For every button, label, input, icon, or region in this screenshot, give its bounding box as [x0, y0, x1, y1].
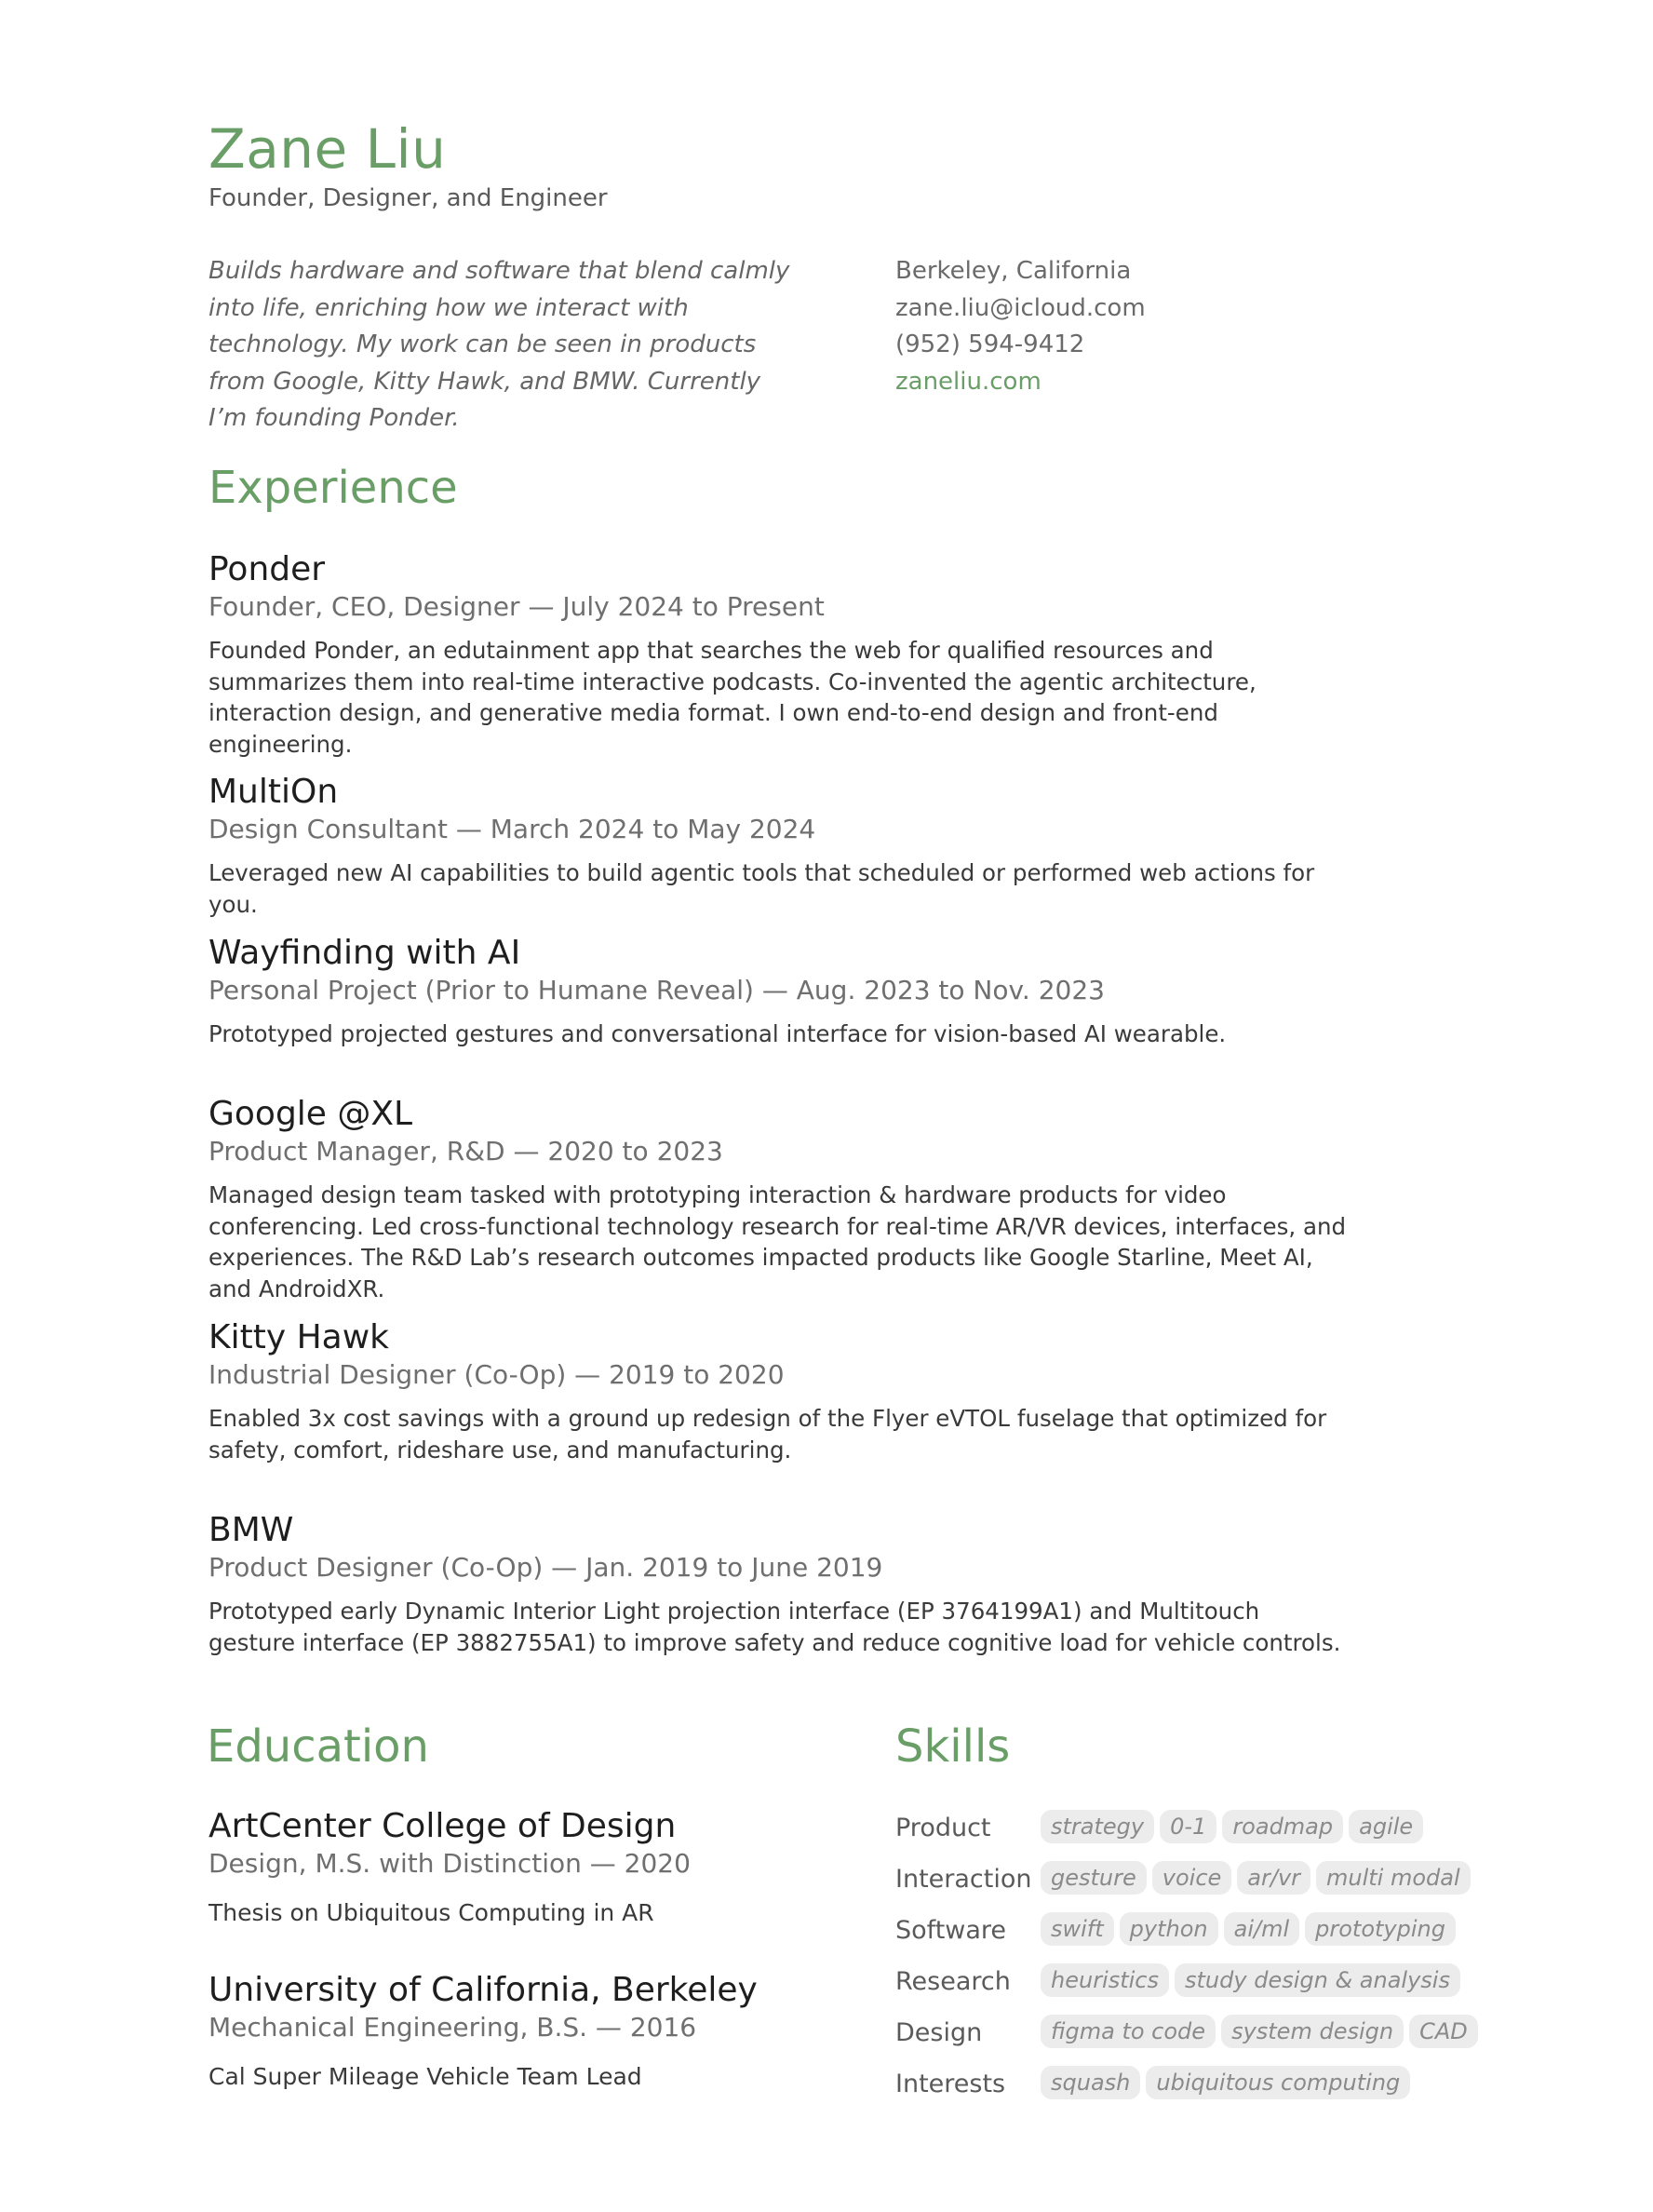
tagline: Founder, Designer, and Engineer — [208, 184, 608, 212]
skill-category: Research — [895, 1967, 1011, 1996]
skill-tag: figma to code — [1041, 2015, 1216, 2048]
skill-category: Design — [895, 2018, 983, 2047]
skill-tag: ai/ml — [1224, 1912, 1300, 1946]
skill-tag: CAD — [1409, 2015, 1478, 2048]
experience-desc: Prototyped early Dynamic Interior Light projection interface (EP 3764199A1) and Multitouch gesture interface (EP 3882755A1) to improve safety and reduce cognitive load for vehicle controls. — [208, 1598, 1341, 1656]
experience-role: Product Manager, R&D — 2020 to 2023 — [208, 1136, 723, 1167]
contact-info — [895, 253, 1146, 400]
skill-row — [895, 1806, 1510, 1857]
skill-tag: gesture — [1041, 1861, 1147, 1895]
skill-tag: ar/vr — [1237, 1861, 1310, 1895]
skill-category: Product — [895, 1814, 991, 1842]
education-degree: Design, M.S. with Distinction — 2020 — [208, 1848, 691, 1879]
location: Berkeley, California — [895, 257, 1132, 285]
skills-list — [895, 1806, 1510, 2113]
skill-tag: ubiquitous computing — [1146, 2066, 1410, 2099]
experience-item — [208, 549, 1353, 760]
skill-category: Interaction — [895, 1865, 1032, 1894]
skill-tag: voice — [1152, 1861, 1232, 1895]
skill-category: Software — [895, 1916, 1007, 1945]
skill-category: Interests — [895, 2070, 1006, 2098]
skill-tag: squash — [1041, 2066, 1140, 2099]
experience-org: Ponder — [208, 550, 326, 588]
education-item — [208, 1806, 879, 1929]
skill-tag: agile — [1349, 1810, 1423, 1843]
education-school: University of California, Berkeley — [208, 1971, 758, 2009]
experience-desc: Founded Ponder, an edutainment app that searches the web for qualified resources and summarizes them into real-time interactive podcasts. Co-invented the agentic architecture, interaction design, and generative media format. I own end-to-end design and front-end engineering. — [208, 637, 1257, 758]
skill-tags — [1041, 1810, 1429, 1843]
experience-item — [208, 1094, 1353, 1304]
skill-tag: multi modal — [1316, 1861, 1471, 1895]
skill-row — [895, 2011, 1510, 2062]
experience-org: Wayfinding with AI — [208, 934, 521, 972]
skill-row — [895, 1960, 1510, 2011]
skill-tags — [1041, 1861, 1476, 1895]
experience-role: Product Designer (Co-Op) — Jan. 2019 to June 2019 — [208, 1552, 883, 1583]
experience-role: Industrial Designer (Co-Op) — 2019 to 2020 — [208, 1359, 785, 1390]
skill-tags — [1041, 1963, 1466, 1997]
education-note: Cal Super Mileage Vehicle Team Lead — [208, 2063, 642, 2090]
skill-tag: system design — [1221, 2015, 1404, 2048]
experience-desc: Managed design team tasked with prototyping interaction & hardware products for video conferencing. Led cross-functional technology research for real-time AR/VR devices, interfaces, and experiences. The R&D Lab’s research outcomes impacted products like Google Starline, Meet AI, and AndroidXR. — [208, 1181, 1347, 1302]
skill-tag: swift — [1041, 1912, 1114, 1946]
skills-heading: Skills — [895, 1720, 1011, 1773]
skill-tag: 0-1 — [1160, 1810, 1216, 1843]
experience-role: Design Consultant — March 2024 to May 2024 — [208, 814, 816, 844]
experience-org: Google @XL — [208, 1095, 413, 1133]
experience-role: Personal Project (Prior to Humane Reveal) — Aug. 2023 to Nov. 2023 — [208, 975, 1105, 1005]
name-heading: Zane Liu — [208, 117, 447, 181]
skill-tag: study design & analysis — [1175, 1963, 1460, 1997]
intro-paragraph: Builds hardware and software that blend calmly into life, enriching how we interact with technology. My work can be seen in products from Google, Kitty Hawk, and BMW. Currently I’m founding Ponder. — [208, 257, 790, 432]
skill-tag: python — [1120, 1912, 1218, 1946]
experience-org: Kitty Hawk — [208, 1318, 390, 1356]
website-link[interactable]: zaneliu.com — [895, 367, 1042, 396]
skill-tag: prototyping — [1305, 1912, 1456, 1946]
skill-tag: strategy — [1041, 1810, 1154, 1843]
education-degree: Mechanical Engineering, B.S. — 2016 — [208, 2012, 697, 2043]
skill-tags — [1041, 1912, 1461, 1946]
skill-tag: roadmap — [1222, 1810, 1343, 1843]
skill-tag: heuristics — [1041, 1963, 1169, 1997]
skill-row — [895, 1909, 1510, 1960]
experience-role: Founder, CEO, Designer — July 2024 to Present — [208, 591, 825, 622]
phone[interactable]: (952) 594-9412 — [895, 330, 1085, 358]
experience-item — [208, 1510, 1353, 1658]
experience-heading: Experience — [208, 462, 458, 514]
experience-org: MultiOn — [208, 773, 339, 811]
email[interactable]: zane.liu@icloud.com — [895, 293, 1146, 322]
skill-tags — [1041, 2015, 1484, 2048]
experience-org: BMW — [208, 1511, 294, 1549]
experience-item — [208, 1317, 1353, 1465]
education-item — [208, 1970, 879, 2093]
skill-tags — [1041, 2066, 1416, 2099]
experience-item — [208, 933, 1353, 1050]
skill-row — [895, 2062, 1510, 2113]
education-heading: Education — [207, 1720, 429, 1773]
experience-item — [208, 772, 1353, 920]
experience-desc: Enabled 3x cost savings with a ground up redesign of the Flyer eVTOL fuselage that optimized for safety, comfort, rideshare use, and manufacturing. — [208, 1405, 1327, 1463]
skill-row — [895, 1857, 1510, 1909]
education-note: Thesis on Ubiquitous Computing in AR — [208, 1899, 654, 1926]
experience-desc: Prototyped projected gestures and conversational interface for vision-based AI wearable. — [208, 1020, 1227, 1047]
education-school: ArtCenter College of Design — [208, 1807, 677, 1845]
experience-desc: Leveraged new AI capabilities to build agentic tools that scheduled or performed web actions for you. — [208, 859, 1315, 918]
